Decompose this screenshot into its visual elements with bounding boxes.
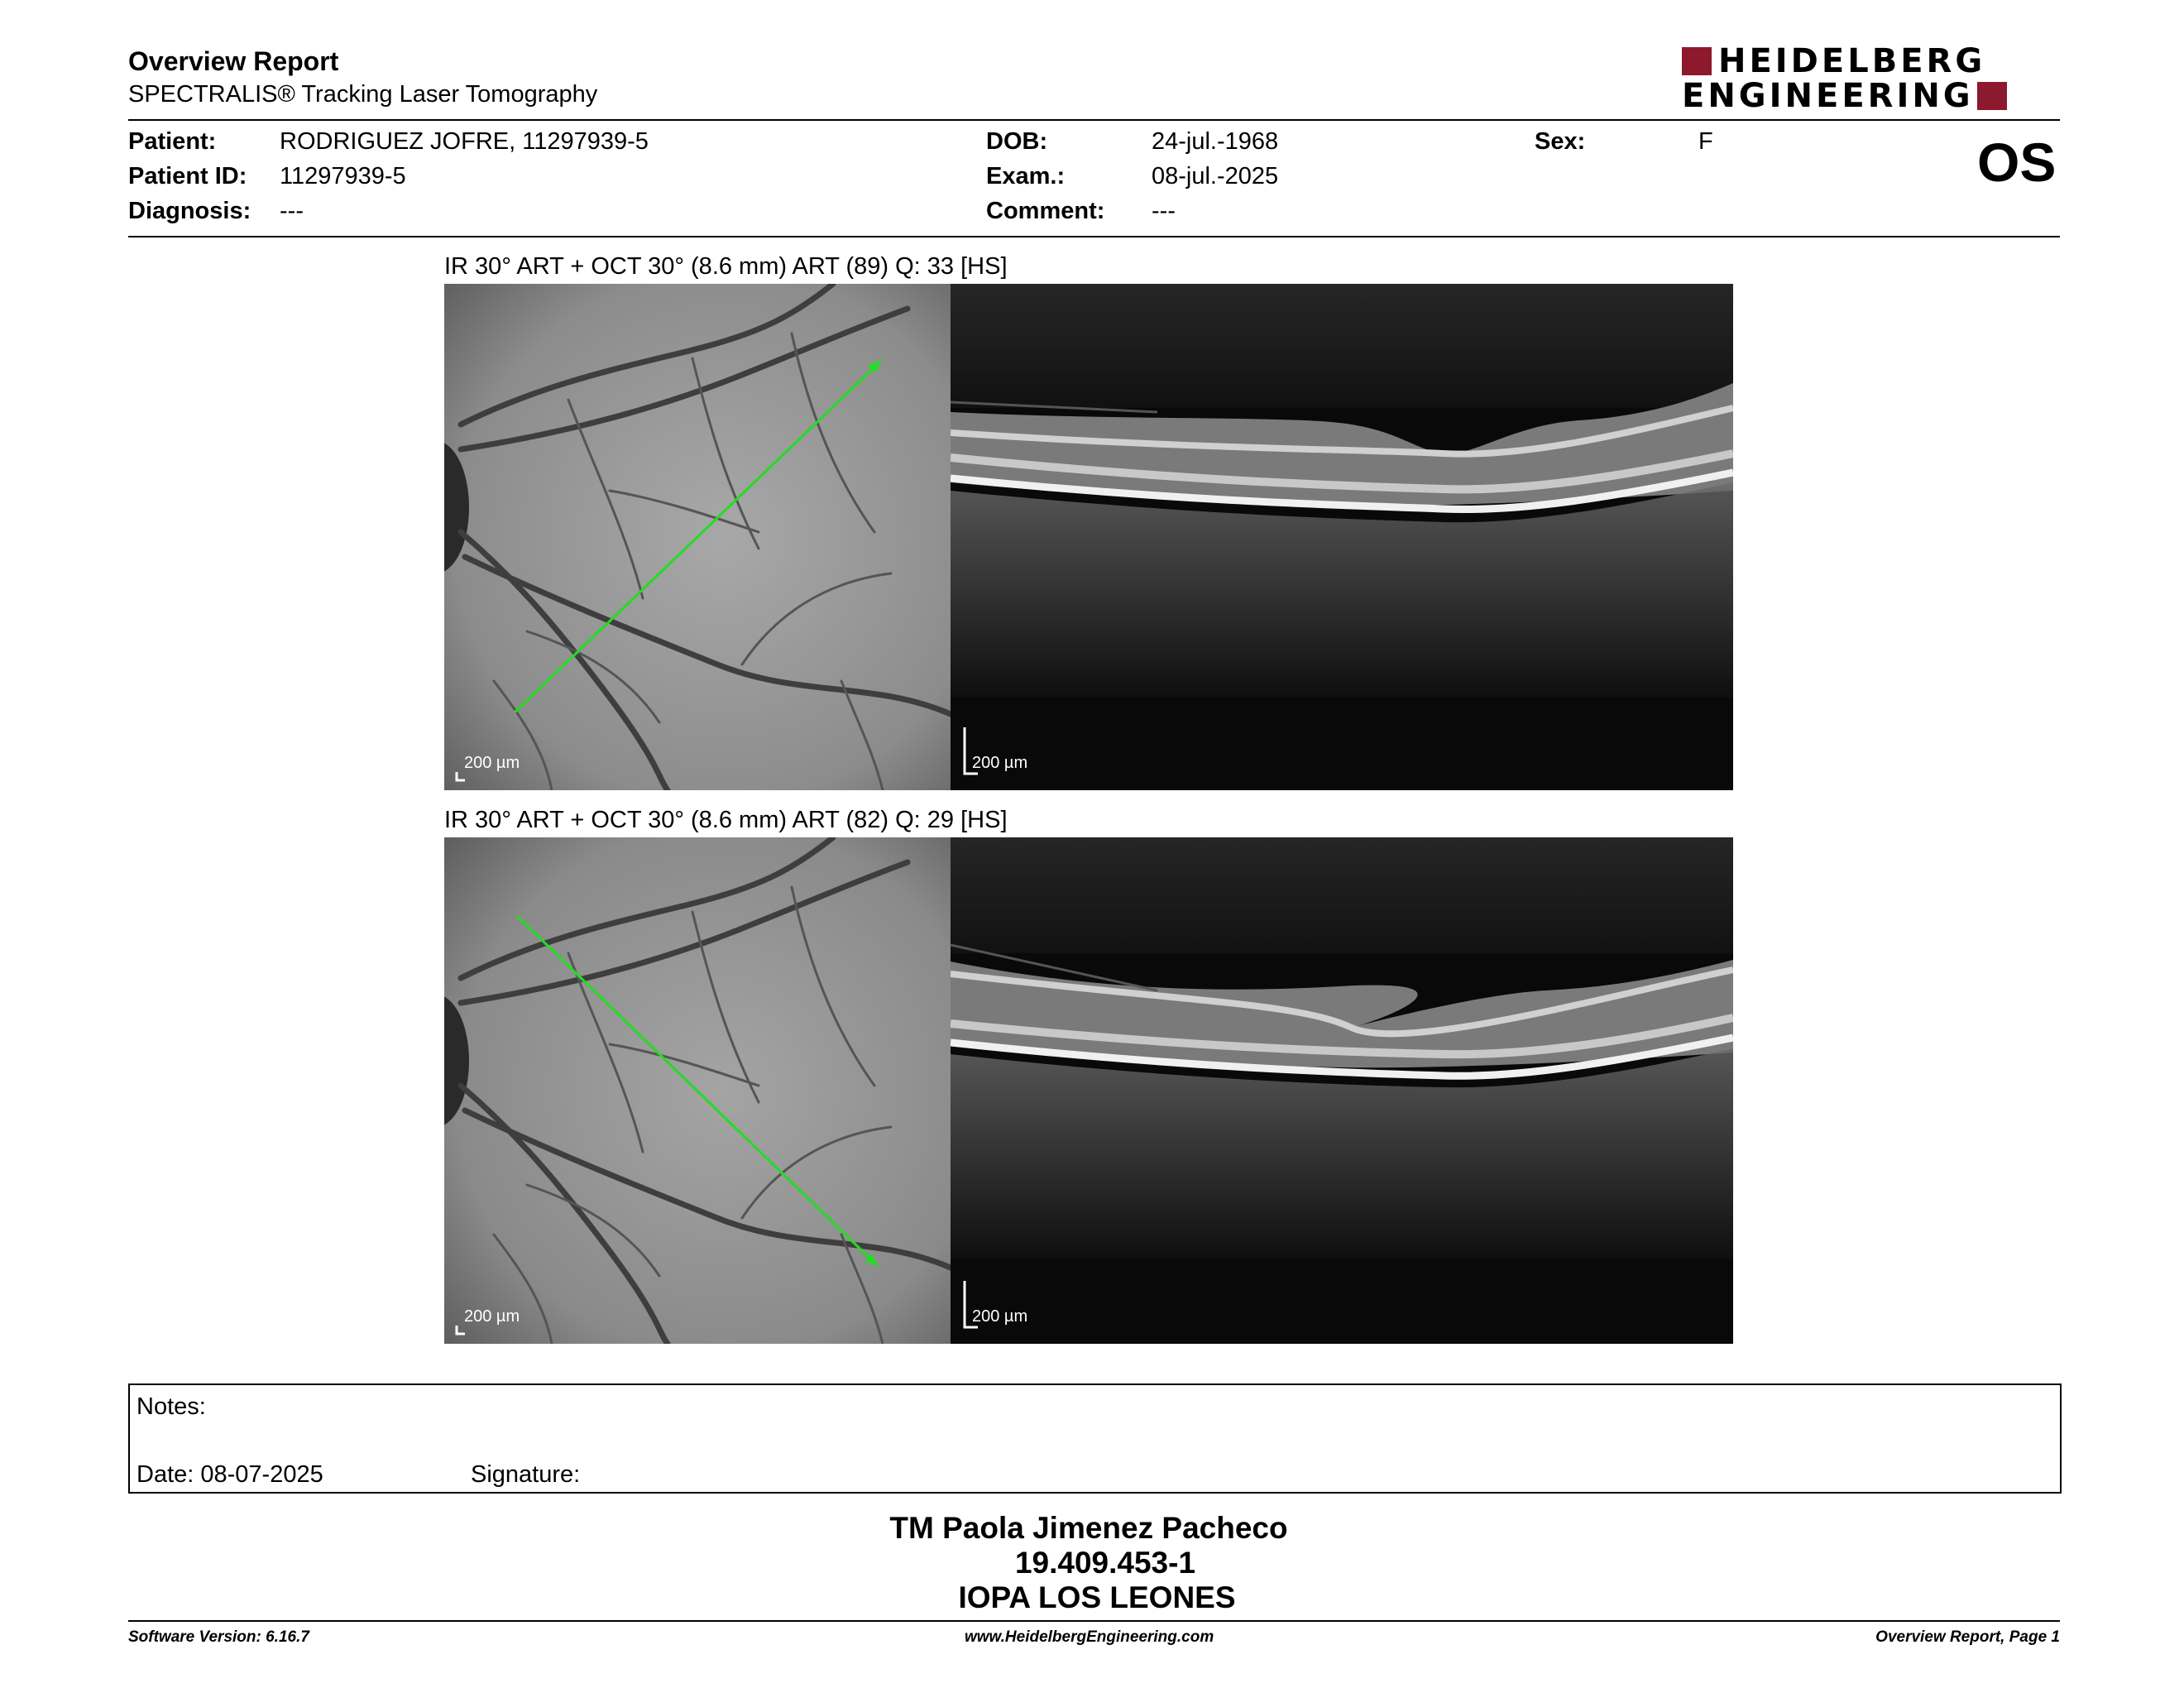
scan-caption: IR 30° ART + OCT 30° (8.6 mm) ART (82) Q: 29 [HS]	[444, 807, 1008, 833]
sex-label: Sex:	[1535, 128, 1586, 155]
signer-org: IOPA LOS LEONES	[958, 1580, 1236, 1614]
software-version: Software Version: 6.16.7	[128, 1628, 309, 1646]
logo-line1: HEIDELBERG	[1718, 42, 1986, 80]
diagnosis-value: ---	[280, 198, 304, 224]
dob-label: DOB:	[986, 128, 1048, 155]
signer-id: 19.409.453-1	[1014, 1546, 1196, 1580]
notes-box	[128, 1383, 2062, 1494]
signer-name: TM Paola Jimenez Pacheco	[889, 1511, 1288, 1545]
report-title: Overview Report	[128, 46, 339, 76]
patient-id-label: Patient ID:	[128, 163, 247, 189]
comment-value: ---	[1152, 198, 1176, 224]
heidelberg-logo	[1682, 42, 2061, 116]
signature-label: Signature:	[471, 1461, 581, 1488]
fundus-image	[444, 837, 951, 1344]
logo-square-icon	[1977, 82, 2007, 110]
oct-scale: 200 µm	[972, 754, 1028, 772]
sex-value: F	[1698, 128, 1713, 155]
oct-scale: 200 µm	[972, 1307, 1028, 1326]
footer-divider	[128, 1620, 2060, 1622]
eye-indicator: OS	[1977, 132, 2057, 193]
report-subtitle: SPECTRALIS® Tracking Laser Tomography	[128, 81, 598, 108]
oct-bscan-image	[951, 837, 1733, 1344]
patient-divider	[128, 236, 2060, 237]
patient-id-value: 11297939-5	[280, 163, 406, 189]
diagnosis-label: Diagnosis:	[128, 198, 251, 224]
exam-label: Exam.:	[986, 163, 1066, 189]
dob-value: 24-jul.-1968	[1152, 128, 1279, 155]
oct-bscan-image	[951, 284, 1733, 790]
exam-value: 08-jul.-2025	[1152, 163, 1279, 189]
comment-label: Comment:	[986, 198, 1105, 224]
scan-caption: IR 30° ART + OCT 30° (8.6 mm) ART (89) Q: 33 [HS]	[444, 253, 1008, 280]
logo-line2: ENGINEERING	[1682, 77, 1974, 115]
website-link[interactable]: www.HeidelbergEngineering.com	[965, 1628, 1214, 1646]
page-indicator: Overview Report, Page 1	[1875, 1628, 2060, 1646]
patient-label: Patient:	[128, 128, 217, 155]
fundus-scale: 200 µm	[464, 1307, 520, 1326]
header-divider	[128, 119, 2060, 121]
fundus-scale: 200 µm	[464, 754, 520, 772]
fundus-image	[444, 284, 951, 790]
logo-square-icon	[1682, 47, 1712, 75]
patient-value: RODRIGUEZ JOFRE, 11297939-5	[280, 128, 649, 155]
date-label: Date: 08-07-2025	[136, 1461, 323, 1488]
notes-label: Notes:	[136, 1393, 206, 1420]
